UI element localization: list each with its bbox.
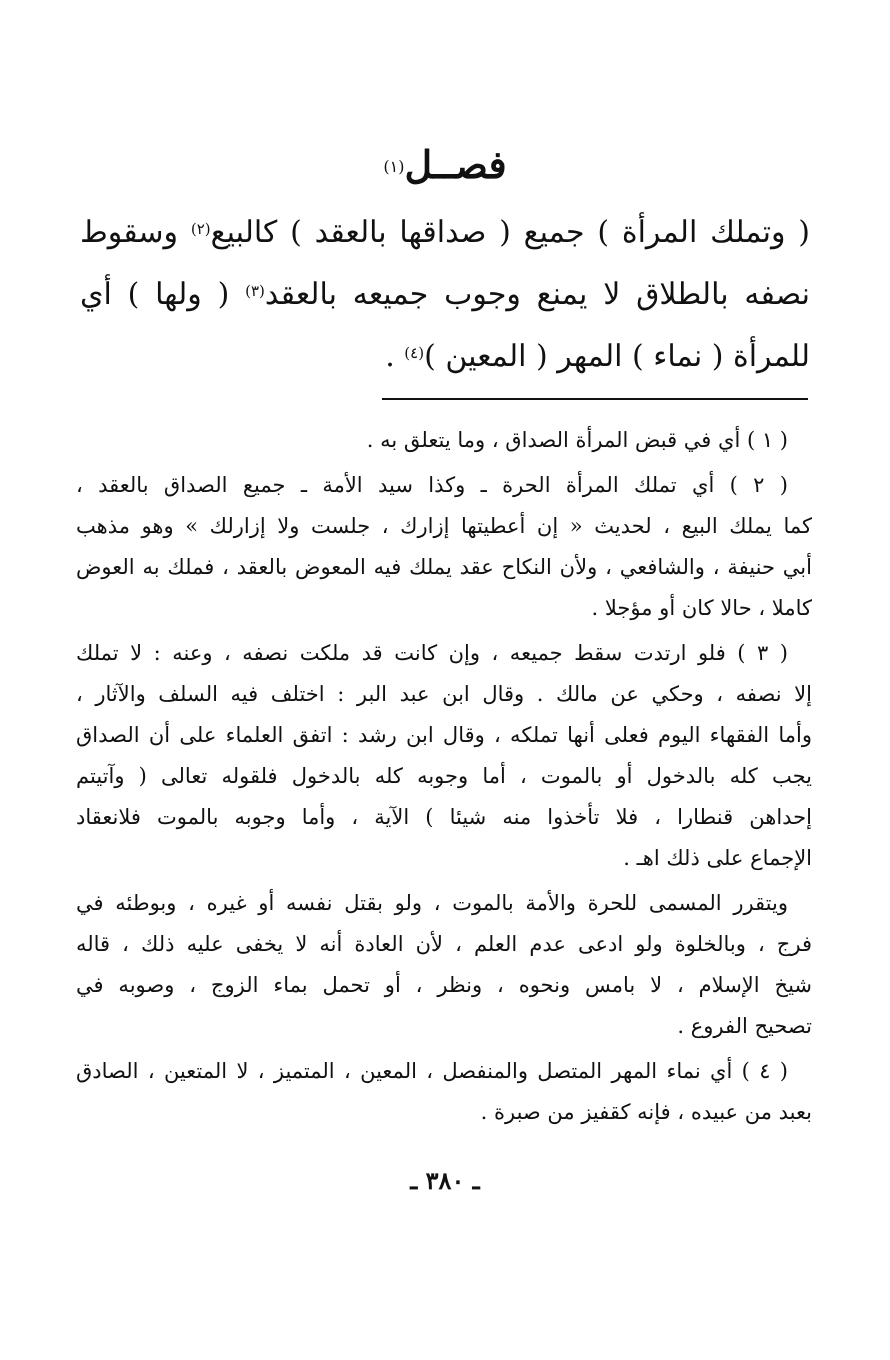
footnote-2 — [76, 465, 812, 629]
footnote-line: إحداهن قنطارا ، فلا تأخذوا منه شيئا ) الآية ، وأما وجوبه بالموت فلانعقاد — [76, 805, 812, 829]
footnote-line: يجب كله بالدخول أو بالموت ، أما وجوبه كله بالدخول فلقوله تعالى ( وآتيتم — [76, 764, 812, 788]
footnote-line: ويتقرر المسمى للحرة والأمة بالموت ، ولو بقتل نفسه أو غيره ، وبوطئه في — [76, 891, 788, 915]
footnote-line: شيخ الإسلام ، لا بامس ونحوه ، ونظر ، أو تحمل بماء الزوج ، وصوبه في — [76, 973, 812, 997]
footnote-line: كما يملك البيع ، لحديث « إن أعطيتها إزارك ، جلست ولا إزارلك » وهو مذهب — [76, 514, 812, 538]
footnote-line: كاملا ، حالا كان أو مؤجلا . — [591, 596, 812, 620]
footnote-line: أبي حنيفة ، والشافعي ، ولأن النكاح عقد يملك فيه المعوض بالعقد ، فملك به العوض — [76, 555, 812, 579]
footnote-line: إلا نصفه ، وحكي عن مالك . وقال ابن عبد البر : اختلف فيه السلف والآثار ، — [76, 682, 812, 706]
footnote-marker: (٤) — [404, 344, 425, 362]
footnote-separator — [382, 398, 808, 400]
footnote-4 — [76, 1051, 812, 1133]
main-line: نصفه بالطلاق لا يمنع وجوب جميعه بالعقد$^{(٣)}$ ( ولها ) أي — [80, 277, 810, 312]
main-line: ( وتملك المرأة ) جميع ( صداقها بالعقد ) كالبيع$^{(٢)}$ وسقوط — [80, 215, 810, 250]
footnote-line: فرج ، وبالخلوة ولو ادعى عدم العلم ، لأن العادة أنه لا يخفى عليه ذلك ، قاله — [76, 932, 812, 956]
footnote-line: وأما الفقهاء اليوم فعلى أنها تملكه ، وقال ابن رشد : اتفق العلماء على أن الصداق — [76, 723, 812, 747]
footnote-line: ( ٤ ) أي نماء المهر المتصل والمنفصل ، المعين ، المتميز ، لا المتعين ، الصادق — [76, 1059, 788, 1083]
section-title: فصــل — [404, 142, 507, 187]
footnote-line: الإجماع على ذلك اهـ . — [623, 846, 812, 870]
page-number: ـ ٣٨٠ ـ — [410, 1166, 480, 1195]
footnote-line: تصحيح الفروع . — [677, 1014, 812, 1038]
footnote-line: ( ٣ ) فلو ارتدت سقط جميعه ، وإن كانت قد ملكت نصفه ، وعنه : لا تملك — [76, 641, 789, 665]
footnote-marker: (٢) — [190, 220, 211, 238]
main-line: للمرأة ( نماء ) المهر ( المعين )$^{(٤)}$ . — [385, 339, 810, 374]
footnote-line: بعبد من عبيده ، فإنه كقفيز من صبرة . — [480, 1100, 812, 1124]
footnote-1 — [76, 420, 812, 461]
footnote-3-continued — [76, 883, 812, 1047]
footnote-marker: (٣) — [245, 282, 265, 300]
footnote-3 — [76, 633, 812, 879]
main-text — [80, 202, 810, 388]
footnote-line: ( ٢ ) أي تملك المرأة الحرة ـ وكذا سيد الأمة ـ جميع الصداق بالعقد ، — [76, 473, 788, 497]
footnotes — [76, 420, 812, 1137]
footnote-line: ( ١ ) أي في قبض المرأة الصداق ، وما يتعلق به . — [366, 428, 788, 452]
section-heading — [0, 140, 890, 190]
heading-footnote-marker: (١) — [383, 157, 405, 176]
